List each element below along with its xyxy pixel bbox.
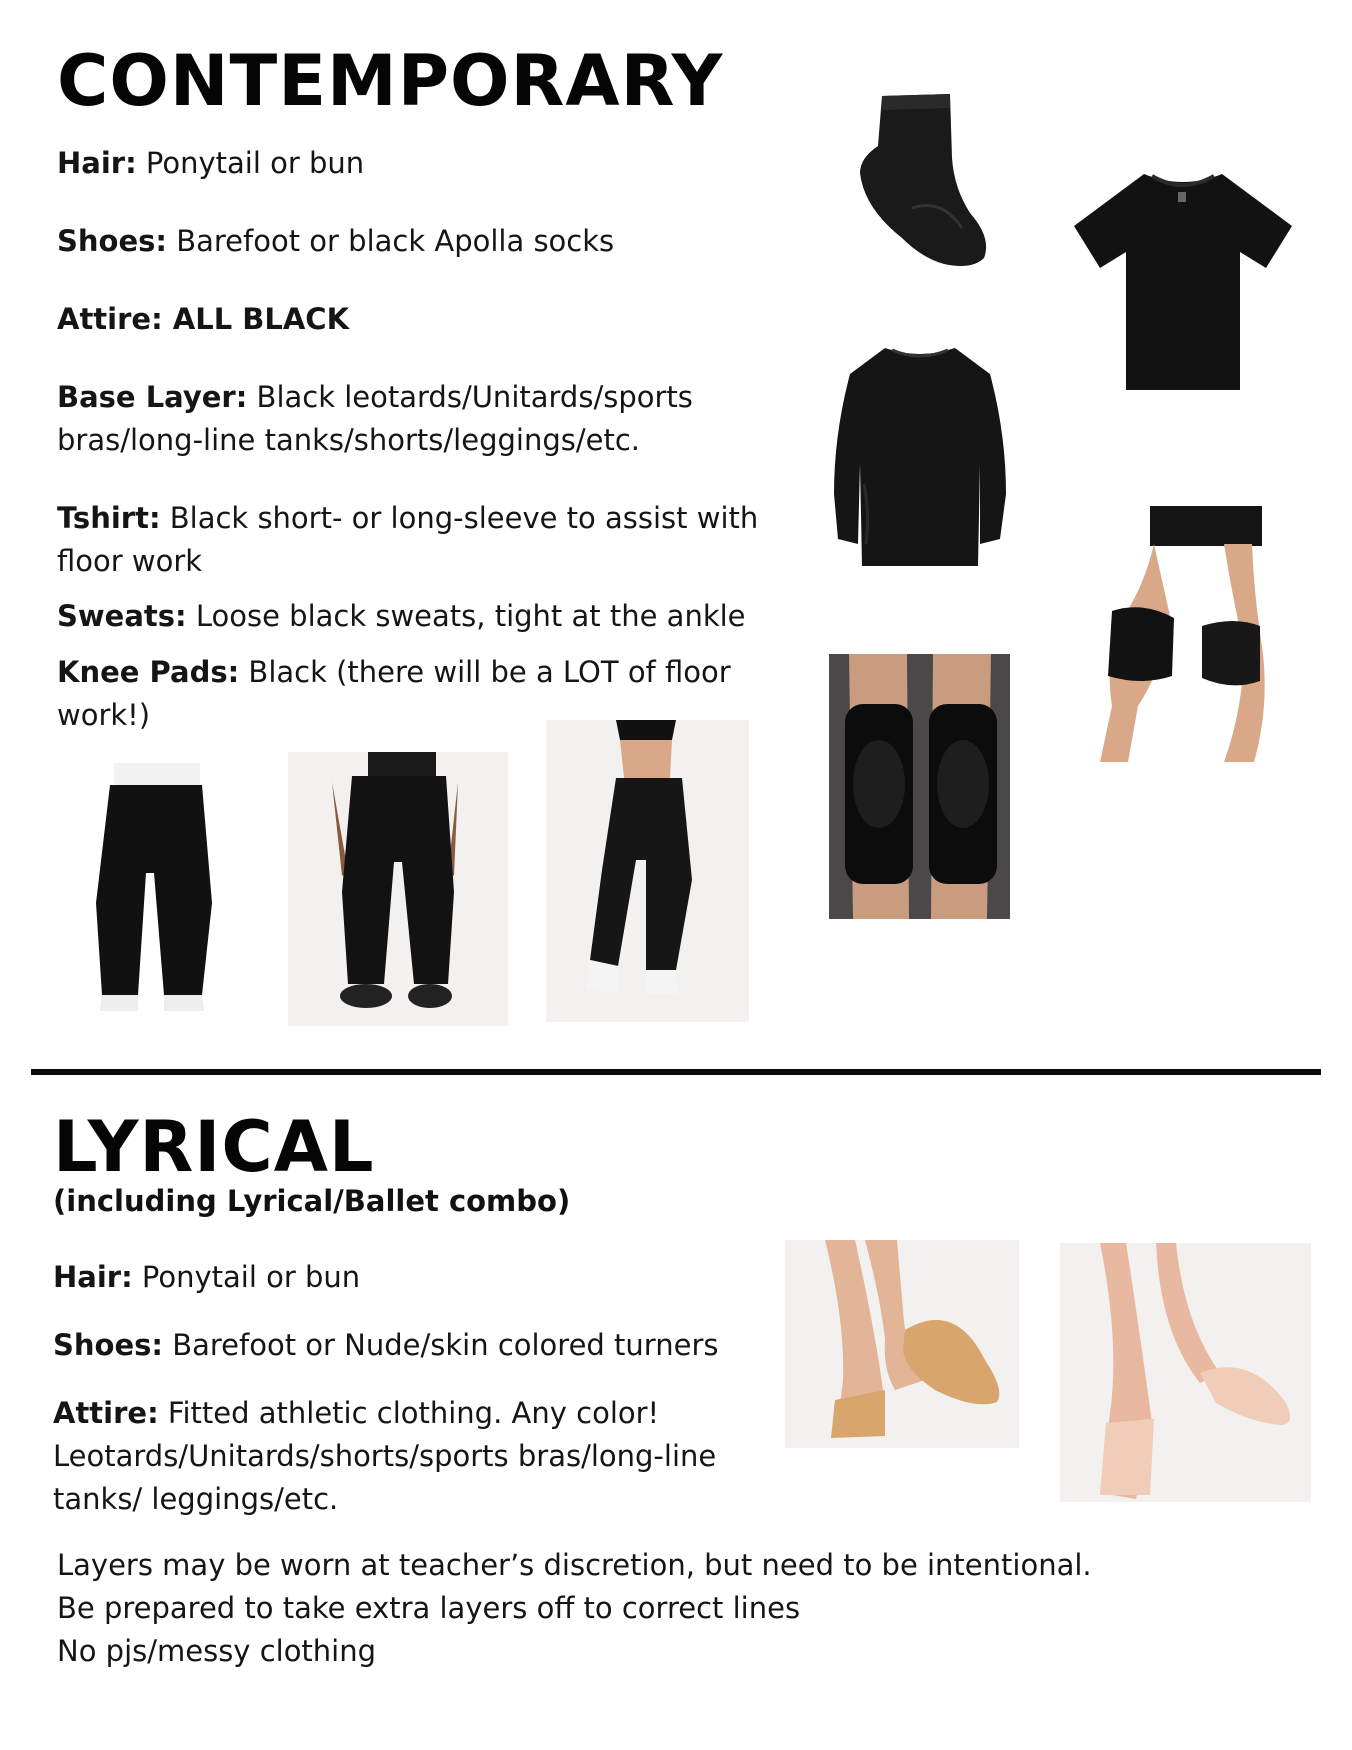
lyrical-hair [53,1256,360,1299]
tan-turner-shoe-photo [785,1240,1019,1448]
lyrical-subtitle: (including Lyrical/Ballet combo) [53,1184,571,1218]
contemporary-shoes [57,220,614,263]
lyrical-shoes-text: Barefoot or Nude/skin colored turners [162,1328,719,1362]
black-sweatpants-photo [52,763,249,1026]
base-layer-text-1: Black leotards/Unitards/sports [247,380,693,414]
base-layer-text-2: bras/long-line tanks/shorts/leggings/etc. [57,423,641,457]
knee-pads-text-1: Black (there will be a LOT of floor [239,655,731,689]
contemporary-tshirt [57,497,758,583]
contemporary-attire [57,298,349,341]
black-longsleeve-icon [830,344,1010,570]
lyrical-attire-text-3: tanks/ leggings/etc. [53,1482,339,1516]
lyrical-shoes [53,1324,718,1367]
tshirt-text-2: floor work [57,544,203,578]
shoes-label: Shoes: [57,224,167,258]
knee-pads-text-2: work!) [57,698,151,732]
lyrical-hair-label: Hair: [53,1260,133,1294]
black-tshirt-icon [1074,168,1292,393]
lyrical-attire-text-2: Leotards/Unitards/shorts/sports bras/long-line [53,1439,717,1473]
section-divider [31,1069,1321,1075]
contemporary-sweats [57,595,746,638]
black-sweats-model-photo [546,720,749,1022]
hair-label: Hair: [57,146,137,180]
contemporary-base-layer [57,376,693,462]
lyrical-title: LYRICAL [53,1106,375,1188]
tshirt-text-1: Black short- or long-sleeve to assist with [160,501,759,535]
hair-text: Ponytail or bun [136,146,365,180]
note-line-2: Be prepared to take extra layers off to correct lines [57,1591,801,1625]
base-layer-label: Base Layer: [57,380,248,414]
lyrical-attire-label: Attire: [53,1396,159,1430]
lyrical-shoes-label: Shoes: [53,1328,163,1362]
lyrical-attire [53,1392,716,1521]
sweats-label: Sweats: [57,599,187,633]
sweats-text: Loose black sweats, tight at the ankle [186,599,746,633]
knee-pads-label: Knee Pads: [57,655,240,689]
note-line-3: No pjs/messy clothing [57,1634,377,1668]
kneepad-legs-photo [1094,506,1270,762]
pink-turner-shoe-photo [1060,1243,1311,1502]
black-sock-icon [852,88,994,273]
note-line-1: Layers may be worn at teacher’s discretion, but need to be intentional. [57,1548,1092,1582]
tshirt-label: Tshirt: [57,501,161,535]
black-joggers-photo [288,752,508,1026]
lyrical-notes [57,1544,1092,1673]
lyrical-hair-text: Ponytail or bun [132,1260,361,1294]
contemporary-title: CONTEMPORARY [57,40,724,122]
shoes-text: Barefoot or black Apolla socks [166,224,615,258]
lyrical-attire-text-1: Fitted athletic clothing. Any color! [158,1396,660,1430]
contemporary-hair [57,142,364,185]
attire-label: Attire: ALL BLACK [57,302,350,336]
kneepad-closeup-photo [829,654,1010,919]
